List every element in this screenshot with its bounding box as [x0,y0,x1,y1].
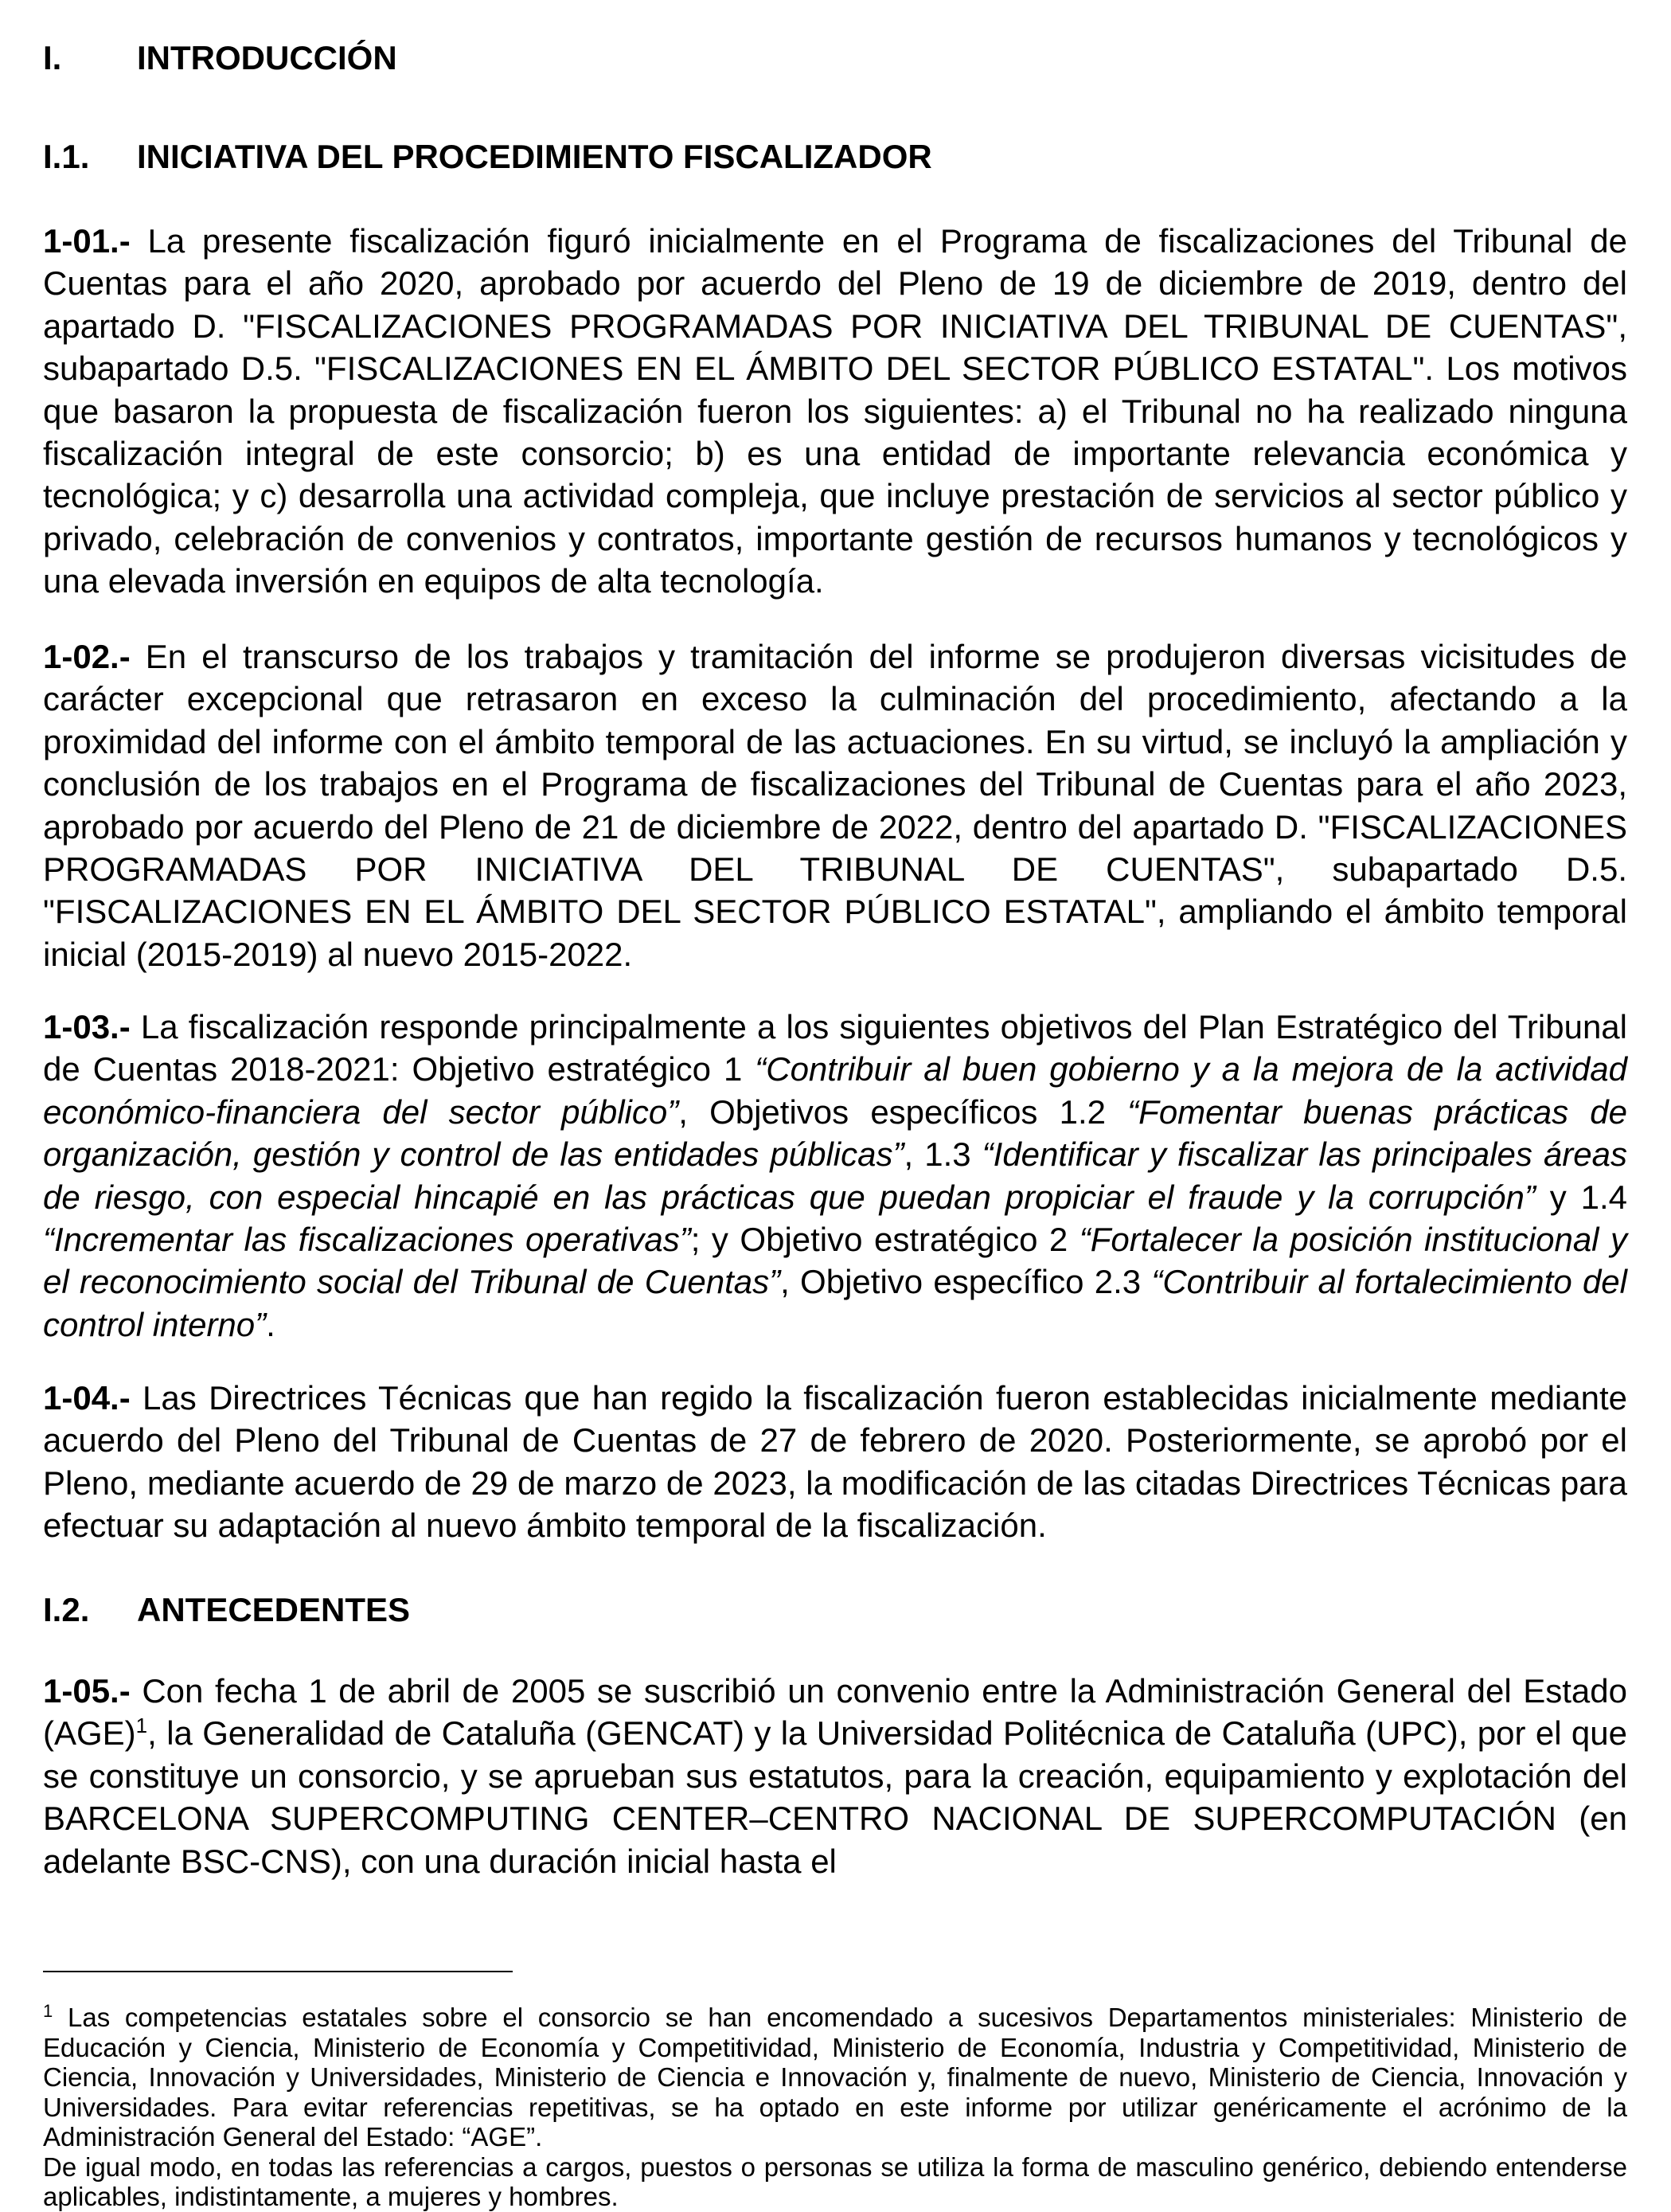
paragraph-text: Las Directrices Técnicas que han regido la fiscalización fueron establecidas inicialmente mediante acuerdo del Pleno del Tribunal de Cuentas de 27 de febrero de 2020. Posteriormente, se aprobó por el Pleno, mediante acuerdo de 29 de marzo de 2023, la modificación de las citadas Directrices Técnicas para efectuar su adaptación al nuevo ámbito temporal de la fiscalización. [43,1379,1628,1545]
objective-quote: “Fortalecer la posición institucional y el reconocimiento social del Tribunal de Cuentas” [43,1221,1627,1301]
paragraph-number: 1-03.- [43,1008,131,1045]
footnote-body: Las competencias estatales sobre el consorcio se han encomendado a sucesivos Departamentos ministeriales: Ministerio de Educación y Ciencia, Ministerio de Economía y Competitividad, Ministerio de Economía, Industria y Competitividad, Ministerio de Ciencia, Innovación y Universidades, Ministerio de Ciencia e Innovación y, finalmente de nuevo, Ministerio de Ciencia, Innovación y Universidades. Para evitar referencias repetitivas, se ha optado en este informe por utilizar genéricamente el acrónimo de la Administración General del Estado: “AGE”. [43,2003,1627,2151]
paragraph-1-02 [43,635,1627,975]
paragraph-number: 1-02.- [43,638,131,675]
paragraph-1-03 [43,1006,1627,1346]
section-number: I. [43,39,62,76]
paragraph-text-after-note: , la Generalidad de Cataluña (GENCAT) y la Universidad Politécnica de Cataluña (UPC), por el que se constituye un consorcio, y se aprueban sus estatutos, para la creación, equipamiento y explotación del BARCELONA SUPERCOMPUTING CENTER–CENTRO NACIONAL DE SUPERCOMPUTACIÓN (en adelante BSC-CNS), con una duración inicial hasta el [43,1714,1627,1880]
section-heading [43,35,397,81]
footnote-text-2: De igual modo, en todas las referencias a cargos, puestos o personas se utiliza la forma de masculino genérico, debiendo entenderse aplicables, indistintamente, a mujeres y hombres. [43,2151,1627,2211]
paragraph-text-run: ; y Objetivo estratégico 2 [690,1221,1080,1259]
subsection-number: I.2. [43,1591,90,1628]
paragraph-number: 1-05.- [43,1672,131,1710]
section-title: INTRODUCCIÓN [137,39,397,76]
footnote [43,2003,1627,2212]
paragraph-1-05 [43,1670,1627,1882]
subsection-number: I.1. [43,138,90,175]
paragraph-text-run: . [266,1305,275,1343]
subsection-title: ANTECEDENTES [137,1591,411,1628]
paragraph-text-run: La fiscalización responde principalmente a los siguientes objetivos del Plan Estratégico del Tribunal de Cuentas 2018-2021: Objetivo estratégico 1 [43,1008,1627,1088]
paragraph-text: En el transcurso de los trabajos y tramitación del informe se produjeron diversas vicisitudes de carácter excepcional que retrasaron en exceso la culminación del procedimiento, afectando a la proximidad del informe con el ámbito temporal de las actuaciones. En su virtud, se incluyó la ampliación y conclusión de los trabajos en el Programa de fiscalizaciones del Tribunal de Cuentas para el año 2023, aprobado por acuerdo del Pleno de 21 de diciembre de 2022, dentro del apartado D. "FISCALIZACIONES PROGRAMADAS POR INICIATIVA DEL TRIBUNAL DE CUENTAS", subapartado D.5. "FISCALIZACIONES EN EL ÁMBITO DEL SECTOR PÚBLICO ESTATAL", ampliando el ámbito temporal inicial (2015-2019) al nuevo 2015-2022. [43,638,1627,973]
footnote-separator [43,1971,513,1972]
objective-quote: “Contribuir al fortalecimiento del control interno” [43,1263,1627,1343]
objective-quote: “Identificar y fiscalizar las principales áreas de riesgo, con especial hincapié en las prácticas que puedan propiciar el fraude y la corrupción” [43,1135,1627,1216]
subsection-heading-2 [43,1587,410,1633]
paragraph-text-run: , Objetivos específicos 1.2 [678,1092,1128,1131]
paragraph-1-01 [43,220,1627,603]
paragraph-1-04 [43,1377,1627,1547]
paragraph-text: La presente fiscalización figuró inicialmente en el Programa de fiscalizaciones del Tribunal de Cuentas para el año 2020, aprobado por acuerdo del Pleno de 19 de diciembre de 2019, dentro del apartado D. "FISCALIZACIONES PROGRAMADAS POR INICIATIVA DEL TRIBUNAL DE CUENTAS", subapartado D.5. "FISCALIZACIONES EN EL ÁMBITO DEL SECTOR PÚBLICO ESTATAL". Los motivos que basaron la propuesta de fiscalización fueron los siguientes: a) el Tribunal no ha realizado ninguna fiscalización integral de este consorcio; b) es una entidad de importante relevancia económica y tecnológica; y c) desarrolla una actividad compleja, que incluye prestación de servicios al sector público y privado, celebración de convenios y contratos, importante gestión de recursos humanos y tecnológicos y una elevada inversión en equipos de alta tecnología. [43,222,1627,600]
objective-quote: “Fomentar buenas prácticas de organización, gestión y control de las entidades públicas” [43,1092,1627,1174]
paragraph-text-run: y 1.4 [1535,1178,1627,1216]
objective-quote: “Contribuir al buen gobierno y a la mejora de la actividad económico-financiera del sector público” [43,1050,1627,1131]
footnote-text [43,2003,1627,2152]
paragraph-text-run: , Objetivo específico 2.3 [780,1263,1152,1301]
footnote-reference[interactable]: 1 [135,1714,148,1738]
paragraph-text-before-note: Con fecha 1 de abril de 2005 se suscribió un convenio entre la Administración General del Estado (AGE) [43,1672,1628,1753]
paragraph-text [43,1008,1627,1343]
objective-quote: “Incrementar las fiscalizaciones operativas” [43,1221,691,1259]
paragraph-number: 1-01.- [43,222,131,260]
footnote-mark: 1 [43,2001,53,2021]
document-page [43,0,1627,2210]
paragraph-number: 1-04.- [43,1379,131,1417]
subsection-heading-1 [43,134,932,180]
subsection-title: INICIATIVA DEL PROCEDIMIENTO FISCALIZADOR [137,138,932,175]
paragraph-text-run: , 1.3 [904,1135,982,1174]
